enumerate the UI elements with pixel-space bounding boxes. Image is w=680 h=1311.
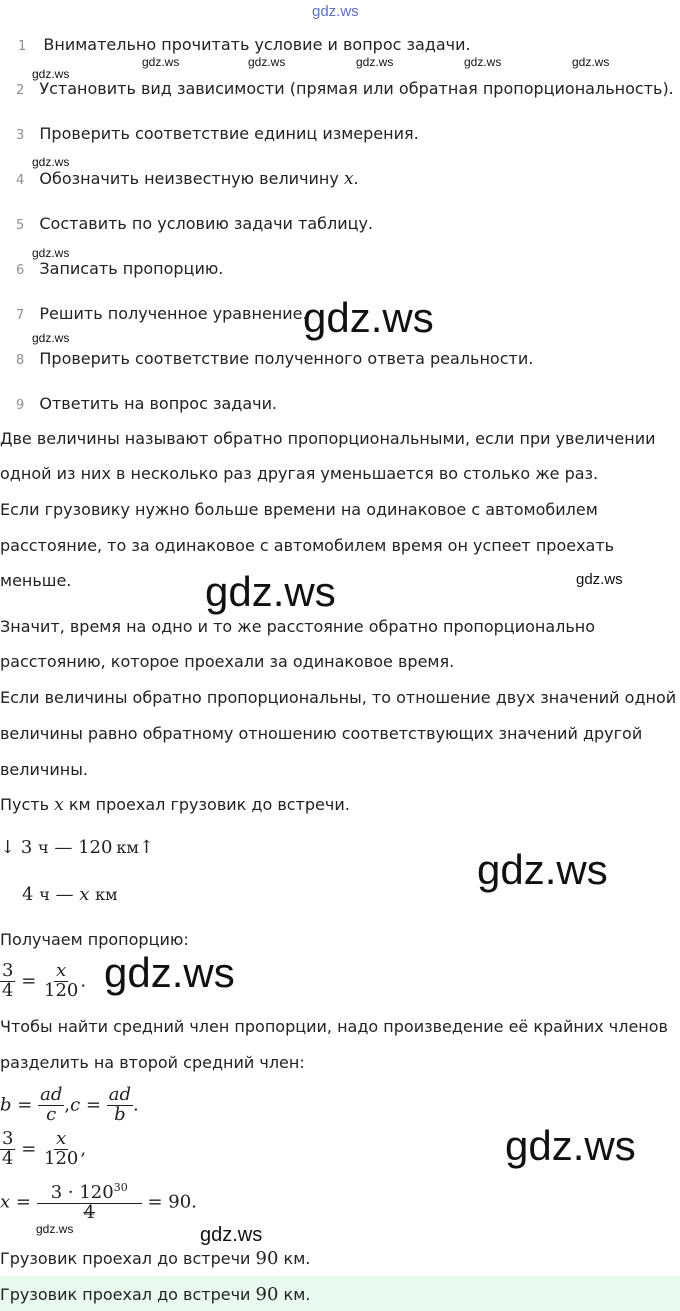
result-text: Грузовик проехал до встречи <box>0 1249 251 1268</box>
answer-value: 90 <box>255 1284 279 1305</box>
let-line <box>0 795 350 815</box>
step-text: Проверить соответствие полученного ответа реальности. <box>39 349 534 368</box>
variable-b: b <box>0 1094 12 1116</box>
equals: = <box>15 1191 31 1213</box>
dash: — <box>54 837 73 858</box>
numerator: x <box>56 1128 67 1149</box>
step-number: 8 <box>16 353 25 368</box>
paragraph-line: Две величины называют обратно пропорциональными, если при увеличении <box>0 429 656 448</box>
fraction <box>42 962 80 1001</box>
watermark-small: gdz.ws <box>32 331 70 345</box>
denominator: 120 <box>44 979 79 1001</box>
numerator: 3 <box>2 1128 14 1149</box>
equals: = <box>85 1094 102 1116</box>
reduced-value: 30 <box>113 1181 128 1194</box>
paragraph-line: расстоянию, которое проехали за одинаковое время. <box>0 652 455 671</box>
fraction <box>38 1086 64 1125</box>
step-item <box>16 349 533 368</box>
variable-x: x <box>79 884 90 905</box>
watermark-big: gdz.ws <box>477 846 608 893</box>
watermark-big: gdz.ws <box>205 568 336 615</box>
denominator: b <box>114 1103 126 1125</box>
period: . <box>133 1094 139 1116</box>
step-item <box>16 259 223 278</box>
paragraph-line: Если грузовику нужно больше времени на одинаковое с автомобилем <box>0 500 598 519</box>
time-value: 4 <box>22 884 34 905</box>
variable-x: x <box>0 1191 11 1213</box>
result-value: 90 <box>255 1248 279 1269</box>
unit-km: км <box>95 885 118 904</box>
answer-text: Грузовик проехал до встречи <box>0 1285 251 1304</box>
step-text: Обозначить неизвестную величину <box>39 169 339 188</box>
fraction <box>42 1130 80 1169</box>
numerator: 3 <box>2 960 14 981</box>
denominator: 4 <box>2 979 14 1001</box>
numerator: x <box>56 960 67 981</box>
fraction <box>37 1182 142 1223</box>
arrow-down-icon: ↓ <box>0 837 16 858</box>
rule-line: Чтобы найти средний член пропорции, надо произведение её крайних членов <box>0 1017 668 1036</box>
proportion-label: Получаем пропорцию: <box>0 930 189 949</box>
time-value: 3 <box>20 837 33 858</box>
watermark-small: gdz.ws <box>32 246 70 260</box>
step-item <box>18 35 471 54</box>
watermark-small: gdz.ws <box>200 1224 263 1246</box>
paragraph-line: расстояние, то за одинаковое с автомобилем время он успеет проехать <box>0 536 615 555</box>
paragraph-line: Если величины обратно пропорциональны, то отношение двух значений одной <box>0 688 677 707</box>
step-number: 2 <box>16 83 25 98</box>
solution-formula <box>0 1182 197 1223</box>
fraction <box>107 1086 133 1125</box>
denominator: c <box>46 1103 57 1125</box>
step-number: 1 <box>18 39 27 54</box>
proportion-formula <box>0 962 86 1001</box>
step-number: 4 <box>16 173 25 188</box>
numerator: ad <box>108 1084 132 1105</box>
let-before: Пусть <box>0 795 50 814</box>
fraction <box>0 1130 15 1169</box>
step-text: Установить вид зависимости (прямая или обратная пропорциональность). <box>39 79 674 98</box>
step-text: Ответить на вопрос задачи. <box>39 394 278 413</box>
proportion-formula-2 <box>0 1130 86 1169</box>
watermark-small: gdz.ws <box>464 55 502 69</box>
equals: = <box>17 1094 33 1116</box>
denominator: 4 <box>2 1147 14 1169</box>
step-text: Проверить соответствие единиц измерения. <box>39 124 419 143</box>
watermark-small: gdz.ws <box>248 55 286 69</box>
fraction <box>0 962 15 1001</box>
dash: — <box>55 884 74 905</box>
denominator: 120 <box>44 1147 79 1169</box>
step-text: Составить по условию задачи таблицу. <box>39 214 374 233</box>
comma: , <box>64 1094 71 1116</box>
paragraph-line: меньше. <box>0 571 72 590</box>
watermark-small: gdz.ws <box>572 55 610 69</box>
result-value: 90 <box>168 1191 192 1213</box>
variable-x: x <box>343 169 354 189</box>
unit-hours: ч <box>39 885 50 904</box>
step-number: 7 <box>16 308 25 323</box>
watermark-big: gdz.ws <box>303 294 434 341</box>
step-number: 3 <box>16 128 25 143</box>
paragraph-line: величины равно обратному отношению соответствующих значений другой <box>0 724 643 743</box>
step-number: 5 <box>16 218 25 233</box>
step-end: . <box>353 169 359 188</box>
result-line <box>0 1248 310 1269</box>
step-item <box>16 394 277 413</box>
table-row-1 <box>0 837 154 858</box>
variable-c: c <box>70 1094 81 1116</box>
numerator: ad <box>40 1084 63 1105</box>
variable-x: x <box>54 795 64 815</box>
formula-bc <box>0 1086 139 1125</box>
watermark-top: gdz.ws <box>312 3 359 20</box>
result-unit: км. <box>283 1249 311 1268</box>
let-after: км проехал грузовик до встречи. <box>68 795 350 814</box>
answer-line <box>0 1284 310 1305</box>
table-row-2 <box>22 884 118 905</box>
watermark-small: gdz.ws <box>32 155 70 169</box>
step-number: 6 <box>16 263 25 278</box>
paragraph-line: одной из них в несколько раз другая уменьшается во столько же раз. <box>0 464 599 483</box>
equals: = <box>21 1138 37 1160</box>
step-item <box>16 169 359 189</box>
step-item <box>16 79 674 98</box>
unit-km: км <box>116 838 139 857</box>
watermark-small: gdz.ws <box>356 55 394 69</box>
arrow-up-icon: ↑ <box>138 837 154 858</box>
step-item <box>16 214 373 233</box>
distance-value: 120 <box>78 837 113 858</box>
step-text: Записать пропорцию. <box>39 259 224 278</box>
step-number: 9 <box>16 398 25 413</box>
numerator-product: 3 · 120 <box>50 1182 114 1203</box>
watermark-small: gdz.ws <box>576 571 623 588</box>
answer-unit: км. <box>283 1285 311 1304</box>
step-text: Решить полученное уравнение. <box>39 304 308 323</box>
denominator: 4 <box>83 1201 95 1223</box>
step-item <box>16 124 419 143</box>
unit-hours: ч <box>38 838 49 857</box>
period: . <box>80 970 87 992</box>
watermark-small: gdz.ws <box>142 55 180 69</box>
numerator <box>37 1182 142 1204</box>
watermark-small: gdz.ws <box>32 67 70 81</box>
period: . <box>191 1191 197 1213</box>
paragraph-line: величины. <box>0 760 88 779</box>
watermark-big: gdz.ws <box>505 1122 636 1169</box>
equals: = <box>147 1191 163 1213</box>
step-text: Внимательно прочитать условие и вопрос задачи. <box>43 35 471 54</box>
step-item <box>16 304 308 323</box>
watermark-small: gdz.ws <box>36 1222 74 1236</box>
equals: = <box>21 970 37 992</box>
watermark-big: gdz.ws <box>104 949 235 996</box>
comma: , <box>80 1138 87 1160</box>
rule-line: разделить на второй средний член: <box>0 1053 305 1072</box>
answer-box <box>0 1276 680 1311</box>
paragraph-line: Значит, время на одно и то же расстояние обратно пропорционально <box>0 617 596 636</box>
